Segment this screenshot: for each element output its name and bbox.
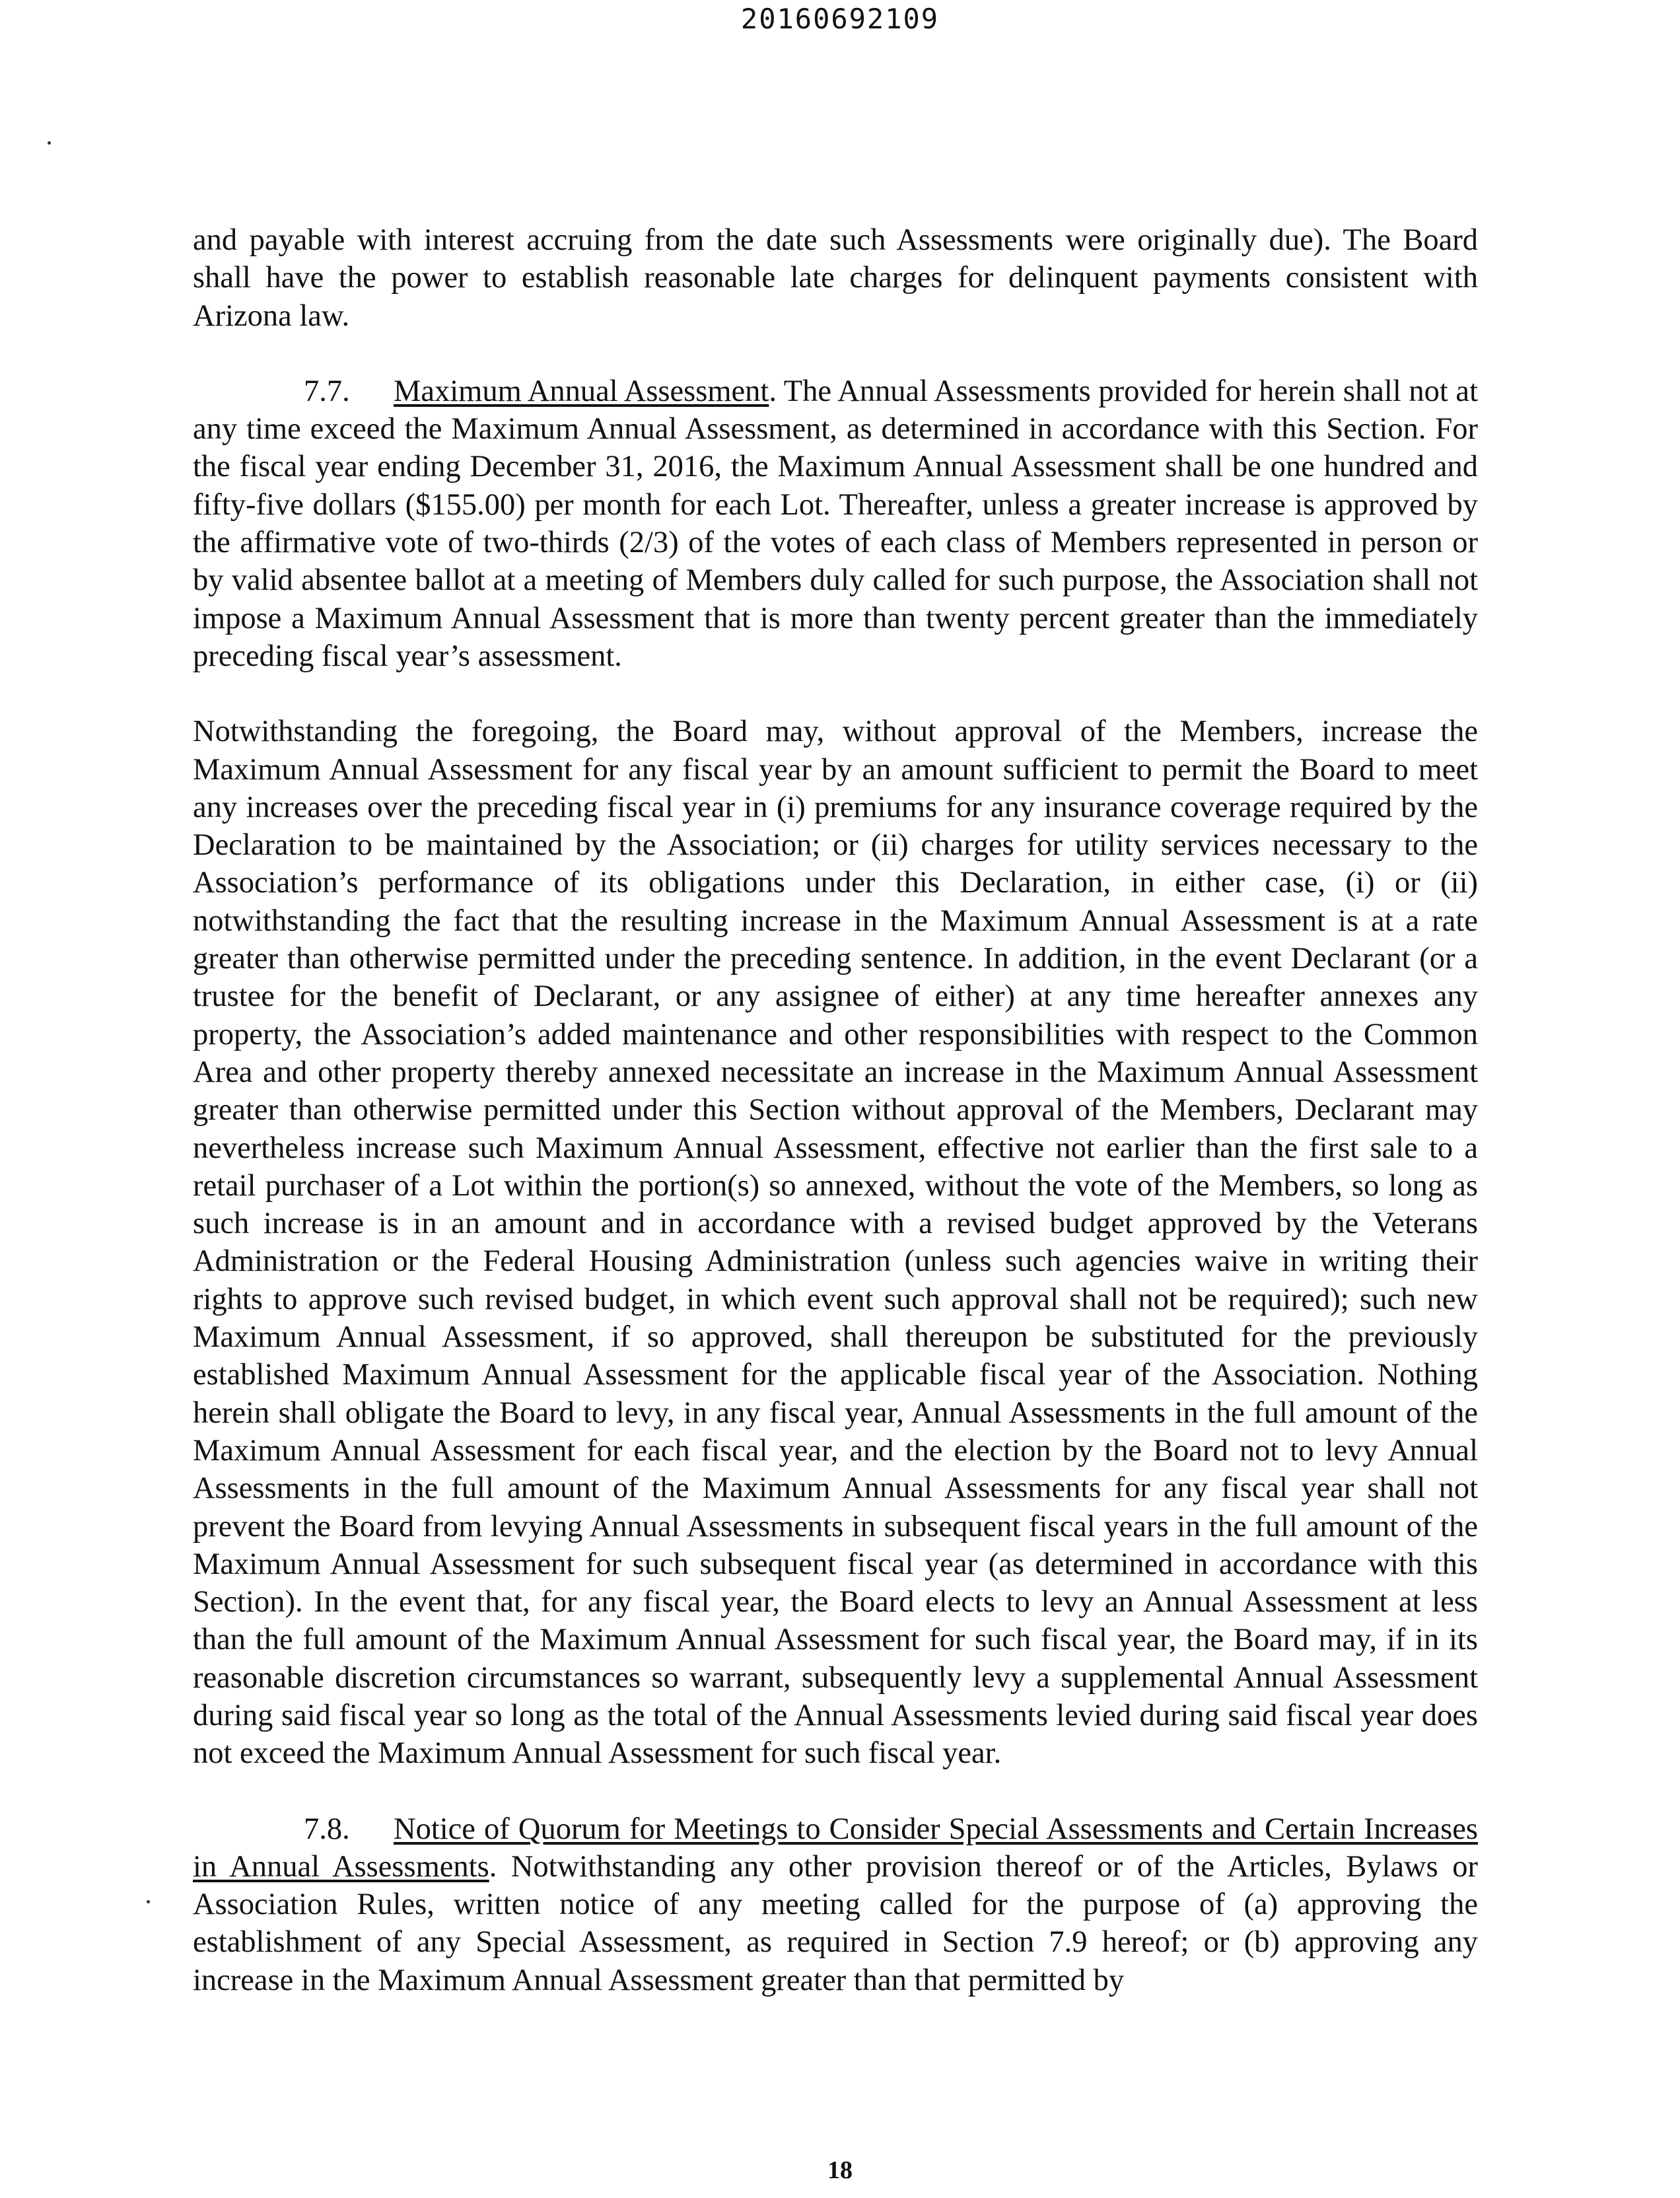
section-7-7-heading: Maximum Annual Assessment — [394, 374, 769, 408]
paragraph-notwithstanding: Notwithstanding the foregoing, the Board may, without approval of the Members, increase the Maximum Annual Assessment for any fiscal year by an amount sufficient to permit the Board to meet any increases over the preceding fiscal year in (i) premiums for any insurance coverage required by the Declaration to be maintained by the Association; or (ii) charges for utility services necessary to the Association’s performance of its obligations under this Declaration, in either case, (i) or (ii) notwithstanding the fact that the resulting increase in the Maximum Annual Assessment is at a rate greater than otherwise permitted under the preceding sentence. In addition, in the event Declarant (or a trustee for the benefit of Declarant, or any assignee of either) at any time hereafter annexes any property, the Association’s added maintenance and other responsibilities with respect to the Common Area and other property thereby annexed necessitate an increase in the Maximum Annual Assessment greater than otherwise permitted under this Section without approval of the Members, Declarant may nevertheless increase such Maximum Annual Assessment, effective not earlier than the first sale to a retail purchaser of a Lot within the portion(s) so annexed, without the vote of the Members, so long as such increase is in an amount and in accordance with a revised budget approved by the Veterans Administration or the Federal Housing Administration (unless such agencies waive in writing their rights to approve such revised budget, in which event such approval shall not be required); such new Maximum Annual Assessment, if so approved, shall thereupon be substituted for the previously established Maximum Annual Assessment for the applicable fiscal year of the Association. Nothing herein shall obligate the Board to levy, in any fiscal year, Annual Assessments in the full amount of the Maximum Annual Assessment for each fiscal year, and the election by the Board not to levy Annual Assessments in the full amount of the Maximum Annual Assessments for any fiscal year shall not prevent the Board from levying Annual Assessments in subsequent fiscal years in the full amount of the Maximum Annual Assessment for such subsequent fiscal year (as determined in accordance with this Section). In the event that, for any fiscal year, the Board elects to levy an Annual Assessment at less than the full amount of the Maximum Annual Assessment for such fiscal year, the Board may, if in its reasonable discretion circumstances so warrant, subsequently levy a supplemental Annual Assessment during said fiscal year so long as the total of the Annual Assessments levied during said fiscal year does not exceed the Maximum Annual Assessment for such fiscal year. — [193, 715, 1478, 1771]
section-7-8-body: . Notwithstanding any other provision thereof or of the Articles, Bylaws or Association Rules, written notice of any meeting called for the purpose of (a) approving the establishment of any Special Assessment, as required in Section 7.9 hereof; or (b) approving any increase in the Maximum Annual Assessment greater than that permitted by — [193, 1849, 1479, 1997]
document-number: 20160692109 — [740, 3, 940, 35]
section-7-8-number: 7.8. — [304, 1812, 350, 1846]
section-7-7 — [193, 372, 1478, 675]
scan-speck-top — [48, 141, 51, 145]
page-number: 18 — [827, 2156, 853, 2184]
section-7-7-body: . The Annual Assessments provided for herein shall not at any time exceed the Maximum Annual Assessment, as determined in accordance with this Section. For the fiscal year ending December 31, 2016, the Maximum Annual Assessment shall be one hundred and fifty-five dollars ($155.00) per month for each Lot. Thereafter, unless a greater increase is approved by the affirmative vote of two-thirds (2/3) of the votes of each class of Members represented in person or by valid absentee ballot at a meeting of Members duly called for such purpose, the Association shall not impose a Maximum Annual Assessment that is more than twenty percent greater than the immediately preceding fiscal year’s assessment. — [193, 374, 1478, 673]
section-7-8 — [193, 1810, 1478, 1999]
paragraph-continuation: and payable with interest accruing from the date such Assessments were originally due). The Board shall have the power to establish reasonable late charges for delinquent payments consistent with Arizona law. — [193, 223, 1478, 333]
section-7-7-number: 7.7. — [304, 374, 350, 408]
section-7-8-heading: Notice of Quorum for Meetings to Consider Special Assessments and Certain Increases in Annual Assessments — [193, 1812, 1478, 1884]
body-text — [193, 221, 1478, 1999]
scan-speck-bottom — [147, 1900, 150, 1903]
